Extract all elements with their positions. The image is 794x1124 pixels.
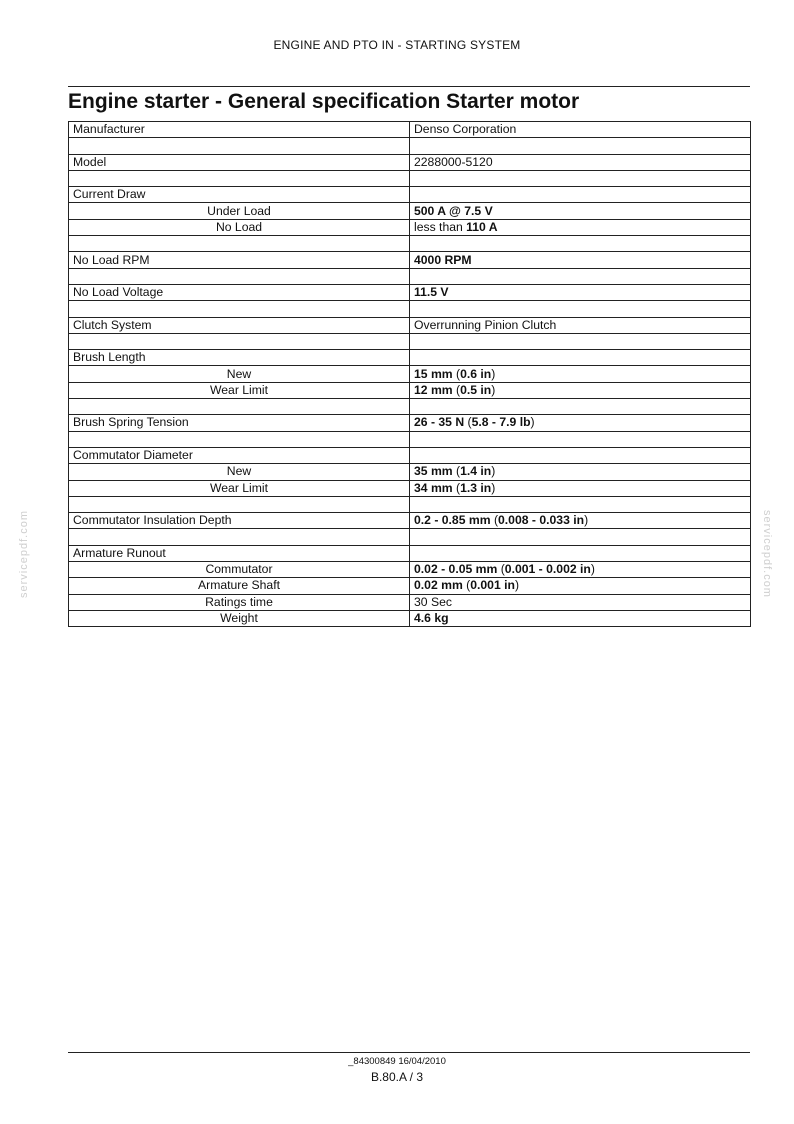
table-row	[69, 545, 751, 561]
table-row	[69, 154, 751, 170]
spec-value-segment: (	[462, 578, 471, 593]
spec-value-segment: 11.5 V	[414, 285, 449, 300]
table-row	[69, 252, 751, 268]
table-row	[69, 496, 751, 512]
spec-value-segment: (	[452, 464, 461, 479]
spec-label-cell	[69, 415, 410, 431]
table-row	[69, 333, 751, 349]
watermark-left: servicepdf.com	[18, 510, 30, 598]
table-row	[69, 529, 751, 545]
spec-value-cell	[410, 399, 751, 415]
table-row	[69, 301, 751, 317]
spec-label: Weight	[220, 611, 258, 626]
table-row	[69, 464, 751, 480]
spec-value-cell	[410, 219, 751, 235]
spec-value-segment: Denso Corporation	[414, 122, 517, 137]
spec-value-cell	[410, 610, 751, 626]
spec-label-cell	[69, 187, 410, 203]
spec-value-segment: )	[491, 382, 496, 397]
spec-value-segment: 34 mm	[414, 480, 453, 495]
spec-value-segment: (	[452, 480, 461, 495]
spec-value-segment: )	[491, 464, 496, 479]
spec-value-cell	[410, 366, 751, 382]
spec-value-cell	[410, 252, 751, 268]
spec-label-cell	[69, 480, 410, 496]
spec-value-segment: )	[491, 366, 496, 381]
spec-value-cell	[410, 382, 751, 398]
spec-value-segment: 4.6 kg	[414, 611, 449, 626]
spec-label-cell	[69, 236, 410, 252]
spec-label: Ratings time	[205, 594, 273, 609]
spec-value-segment: 15 mm	[414, 366, 453, 381]
spec-label: New	[226, 464, 252, 479]
table-row	[69, 366, 751, 382]
spec-value-cell	[410, 138, 751, 154]
table-row	[69, 447, 751, 463]
watermark-right: servicepdf.com	[761, 510, 773, 598]
table-row	[69, 382, 751, 398]
table-row	[69, 415, 751, 431]
spec-label: Brush Length	[73, 350, 146, 365]
spec-value-cell	[410, 317, 751, 333]
spec-label-cell	[69, 382, 410, 398]
spec-value-segment: 35 mm	[414, 464, 453, 479]
spec-label-cell	[69, 252, 410, 268]
spec-value-segment: )	[514, 578, 520, 593]
header-rule	[68, 86, 750, 87]
spec-value-cell	[410, 447, 751, 463]
spec-value-segment: 26 - 35 N	[414, 415, 465, 430]
footer-rule	[68, 1052, 750, 1053]
spec-label-cell	[69, 350, 410, 366]
spec-label-cell	[69, 399, 410, 415]
spec-label: Model	[73, 154, 107, 169]
spec-label-cell	[69, 122, 410, 138]
spec-value-segment: 0.008 - 0.033 in	[498, 513, 585, 528]
spec-label-cell	[69, 513, 410, 529]
table-row	[69, 122, 751, 138]
spec-label-cell	[69, 610, 410, 626]
spec-label: Manufacturer	[73, 122, 145, 137]
spec-label: Current Draw	[73, 187, 146, 202]
spec-value-segment: (	[452, 366, 461, 381]
spec-value-cell	[410, 529, 751, 545]
spec-label: No Load Voltage	[73, 285, 164, 300]
spec-value-segment: 0.02 - 0.05 mm	[414, 562, 498, 577]
footer-page-number: B.80.A / 3	[370, 1070, 424, 1084]
spec-value-cell	[410, 513, 751, 529]
table-row	[69, 610, 751, 626]
table-row	[69, 284, 751, 300]
spec-label: Commutator Diameter	[73, 448, 193, 463]
spec-label: No Load	[215, 219, 263, 234]
spec-value-segment: )	[590, 562, 595, 577]
spec-value-cell	[410, 333, 751, 349]
spec-value-cell	[410, 464, 751, 480]
spec-value-segment: 2288000-5120	[414, 154, 493, 169]
spec-label-cell	[69, 578, 410, 594]
spec-value-segment: (	[497, 562, 505, 577]
spec-label-cell	[69, 219, 410, 235]
table-row	[69, 317, 751, 333]
table-row	[69, 594, 751, 610]
spec-value-segment: 0.001 - 0.002 in	[504, 562, 591, 577]
spec-value-cell	[410, 431, 751, 447]
spec-table-body	[69, 122, 751, 627]
spec-value-segment: 1.4 in	[460, 464, 492, 479]
table-row	[69, 268, 751, 284]
spec-label-cell	[69, 529, 410, 545]
spec-table	[68, 121, 751, 627]
spec-value-segment: 30 Sec	[414, 594, 452, 609]
running-header: ENGINE AND PTO IN - STARTING SYSTEM	[273, 38, 521, 52]
spec-label: Armature Runout	[73, 545, 166, 560]
spec-label: Wear Limit	[209, 480, 268, 495]
spec-value-segment: 0.02 mm	[414, 578, 463, 593]
table-row	[69, 236, 751, 252]
spec-value-segment: )	[584, 513, 589, 528]
table-row	[69, 138, 751, 154]
spec-label: No Load RPM	[73, 252, 150, 267]
table-row	[69, 480, 751, 496]
spec-label: Wear Limit	[209, 382, 268, 397]
spec-value-cell	[410, 562, 751, 578]
spec-label-cell	[69, 545, 410, 561]
spec-value-cell	[410, 350, 751, 366]
spec-value-segment: 0.5 in	[460, 382, 492, 397]
spec-label-cell	[69, 594, 410, 610]
spec-label-cell	[69, 170, 410, 186]
table-row	[69, 170, 751, 186]
spec-label: Commutator Insulation Depth	[73, 513, 232, 528]
spec-value-cell	[410, 301, 751, 317]
spec-label-cell	[69, 562, 410, 578]
spec-value-segment: less than	[414, 219, 467, 234]
spec-value-cell	[410, 594, 751, 610]
spec-value-cell	[410, 122, 751, 138]
page-title: Engine starter - General specification Starter motor	[68, 90, 580, 113]
table-row	[69, 350, 751, 366]
spec-label-cell	[69, 268, 410, 284]
spec-value-cell	[410, 236, 751, 252]
spec-value-segment: 4000 RPM	[414, 252, 472, 267]
spec-value-cell	[410, 415, 751, 431]
spec-value-cell	[410, 268, 751, 284]
table-row	[69, 431, 751, 447]
spec-value-cell	[410, 496, 751, 512]
spec-value-segment: (	[490, 513, 499, 528]
spec-value-cell	[410, 203, 751, 219]
spec-label-cell	[69, 333, 410, 349]
spec-value-cell	[410, 545, 751, 561]
table-row	[69, 513, 751, 529]
spec-label: Armature Shaft	[198, 578, 280, 593]
spec-label-cell	[69, 154, 410, 170]
spec-value-segment: 0.001 in	[470, 578, 515, 593]
spec-value-segment: 1.3 in	[460, 480, 492, 495]
spec-label: New	[226, 366, 252, 381]
spec-label-cell	[69, 317, 410, 333]
footer-document-code: _84300849 16/04/2010	[348, 1056, 446, 1067]
spec-value-segment: )	[530, 415, 535, 430]
spec-label-cell	[69, 284, 410, 300]
spec-label-cell	[69, 431, 410, 447]
spec-value-segment: 12 mm	[414, 382, 453, 397]
spec-value-segment: Overrunning Pinion Clutch	[414, 317, 557, 332]
spec-value-cell	[410, 284, 751, 300]
spec-label-cell	[69, 496, 410, 512]
spec-value-segment: 110 A	[466, 219, 498, 234]
spec-value-segment: 0.2 - 0.85 mm	[414, 513, 491, 528]
spec-value-segment: 5.8 - 7.9 lb	[471, 415, 531, 430]
table-row	[69, 399, 751, 415]
spec-label-cell	[69, 138, 410, 154]
spec-value-segment: (	[464, 415, 472, 430]
spec-value-cell	[410, 187, 751, 203]
spec-value-segment: )	[491, 480, 496, 495]
spec-label-cell	[69, 464, 410, 480]
spec-value-cell	[410, 154, 751, 170]
table-row	[69, 203, 751, 219]
spec-label-cell	[69, 366, 410, 382]
spec-value-segment: 0.6 in	[460, 366, 492, 381]
spec-value-cell	[410, 170, 751, 186]
table-row	[69, 578, 751, 594]
table-row	[69, 219, 751, 235]
spec-label: Brush Spring Tension	[73, 415, 189, 430]
spec-value-segment: 500 A @ 7.5 V	[414, 203, 493, 218]
spec-label-cell	[69, 301, 410, 317]
spec-label-cell	[69, 203, 410, 219]
spec-value-segment: (	[452, 382, 461, 397]
spec-value-cell	[410, 480, 751, 496]
spec-label-cell	[69, 447, 410, 463]
spec-label: Under Load	[207, 203, 271, 218]
spec-label: Commutator	[205, 562, 273, 577]
spec-label: Clutch System	[73, 317, 152, 332]
spec-value-cell	[410, 578, 751, 594]
table-row	[69, 187, 751, 203]
table-row	[69, 562, 751, 578]
